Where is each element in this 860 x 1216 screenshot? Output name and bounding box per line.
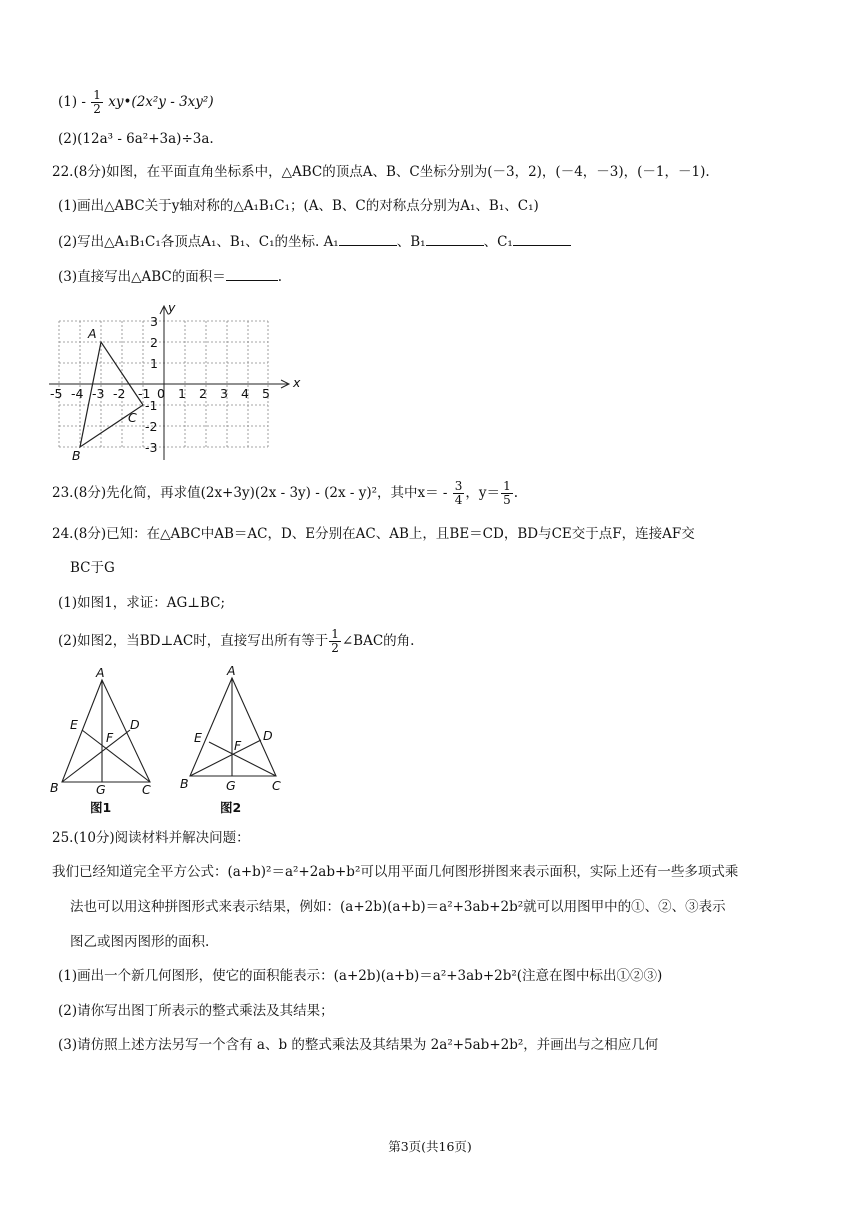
q21-part1: (1) - $\frac{1}{2}$ xy•(2x²y - 3xy²) [58, 88, 214, 116]
vertex-label-f: F [234, 738, 242, 753]
point-label-a: A [88, 326, 97, 341]
q24-fraction: $\frac{1}{2}$ [331, 627, 339, 655]
q25-part3: (3)请仿照上述方法另写一个含有 a、b 的整式乘法及其结果为 2a²+5ab+2b²，并画出与之相应几何 [58, 1037, 659, 1053]
y-tick: 2 [150, 335, 158, 350]
x-tick: 2 [199, 386, 207, 401]
point-label-c: C [128, 410, 137, 425]
x-tick: -5 [50, 386, 63, 401]
q21-fraction: $\frac{1}{2}$ [93, 88, 101, 116]
y-axis-label: y [168, 300, 176, 315]
point-label-b: B [72, 448, 81, 462]
q25-part1: (1)画出一个新几何图形，使它的面积能表示：(a+2b)(a+b)＝a²+3ab+2b²(注意在图中标出①②③) [58, 968, 663, 984]
triangle-figure-1 [44, 666, 164, 814]
q24-part2: (2)如图2，当BD⊥AC时，直接写出所有等于 $\frac{1}{2}$ ∠BAC的角. [58, 627, 415, 655]
y-tick: -3 [145, 440, 158, 455]
figure-caption-2: 图2 [220, 800, 242, 814]
vertex-label-a: A [227, 663, 236, 678]
answer-blank-c1[interactable] [513, 231, 571, 246]
q25-part2: (2)请你写出图丁所表示的整式乘法及其结果； [58, 1003, 334, 1019]
q25-material-line2: 法也可以用这种拼图形式来表示结果，例如：(a+2b)(a+b)＝a²+3ab+2b²就可以用图甲中的①、②、③表示 [70, 899, 726, 915]
answer-blank-b1[interactable] [426, 231, 484, 246]
vertex-label-e: E [70, 717, 78, 732]
vertex-label-d: D [263, 728, 273, 743]
q21-part2: (2)(12a³ - 6a²+3a)÷3a. [58, 131, 214, 147]
triangle-abc [80, 342, 143, 447]
coordinate-grid-figure [44, 300, 304, 462]
figure-caption-1: 图1 [90, 800, 112, 814]
x-tick: 0 [157, 386, 165, 401]
page-footer: 第3页(共16页) [388, 1139, 472, 1154]
x-tick: -3 [92, 386, 105, 401]
vertex-label-b: B [50, 780, 59, 795]
q22-part2: (2)写出△A₁B₁C₁各顶点A₁、B₁、C₁的坐标. A₁ 、B₁ 、C₁ [58, 231, 571, 252]
x-tick: -1 [138, 386, 151, 401]
x-tick: -4 [71, 386, 84, 401]
y-tick: 1 [150, 356, 158, 371]
vertex-label-e: E [194, 730, 202, 745]
x-tick: 1 [178, 386, 186, 401]
vertex-label-d: D [130, 717, 140, 732]
q22-stem: 22.(8分)如图，在平面直角坐标系中，△ABC的顶点A、B、C坐标分别为(－3，2)，(－4，－3)，(－1，－1). [52, 164, 710, 180]
y-tick: -2 [145, 419, 158, 434]
q25-stem: 25.(10分)阅读材料并解决问题： [52, 830, 250, 846]
vertex-label-b: B [180, 776, 189, 791]
answer-blank-a1[interactable] [339, 231, 397, 246]
axes [49, 306, 289, 460]
x-tick: -2 [113, 386, 126, 401]
q23-y-fraction: $\frac{1}{5}$ [503, 479, 511, 507]
q25-material-line1: 我们已经知道完全平方公式：(a+b)²＝a²+2ab+b²可以用平面几何图形拼图来表示面积，实际上还有一些多项式乘 [52, 864, 739, 880]
vertex-label-g: G [226, 778, 236, 793]
q23-text: 23.(8分)先化简，再求值(2x+3y)(2x - 3y) - (2x - y)²，其中x＝ - $\frac{3}{4}$ ，y＝ $\frac{1}{5}$ . [52, 479, 518, 507]
q25-material-line3: 图乙或图丙图形的面积. [70, 934, 210, 950]
answer-blank-area[interactable] [226, 266, 278, 281]
x-tick: 4 [241, 386, 249, 401]
vertex-label-g: G [96, 782, 106, 797]
vertex-label-a: A [96, 666, 105, 680]
q24-stem-line1: 24.(8分)已知：在△ABC中AB＝AC，D、E分别在AC、AB上，且BE＝CD，BD与CE交于点F，连接AF交 [52, 526, 695, 542]
x-tick: 5 [262, 386, 270, 401]
y-tick: -1 [145, 398, 158, 413]
vertex-label-c: C [142, 782, 151, 797]
x-axis-label: x [293, 375, 301, 390]
vertex-label-f: F [106, 730, 114, 745]
y-tick: 3 [150, 314, 158, 329]
vertex-label-c: C [272, 778, 281, 793]
x-tick: 3 [220, 386, 228, 401]
q24-part1: (1)如图1，求证：AG⊥BC; [58, 595, 225, 611]
q22-part1: (1)画出△ABC关于y轴对称的△A₁B₁C₁；(A、B、C的对称点分别为A₁、B₁、C₁) [58, 198, 539, 214]
q24-stem-line2: BC于G [70, 560, 115, 576]
q22-part3: (3)直接写出△ABC的面积＝ . [58, 266, 282, 287]
triangle-figure-2 [176, 660, 294, 814]
q23-x-fraction: $\frac{3}{4}$ [454, 479, 463, 507]
